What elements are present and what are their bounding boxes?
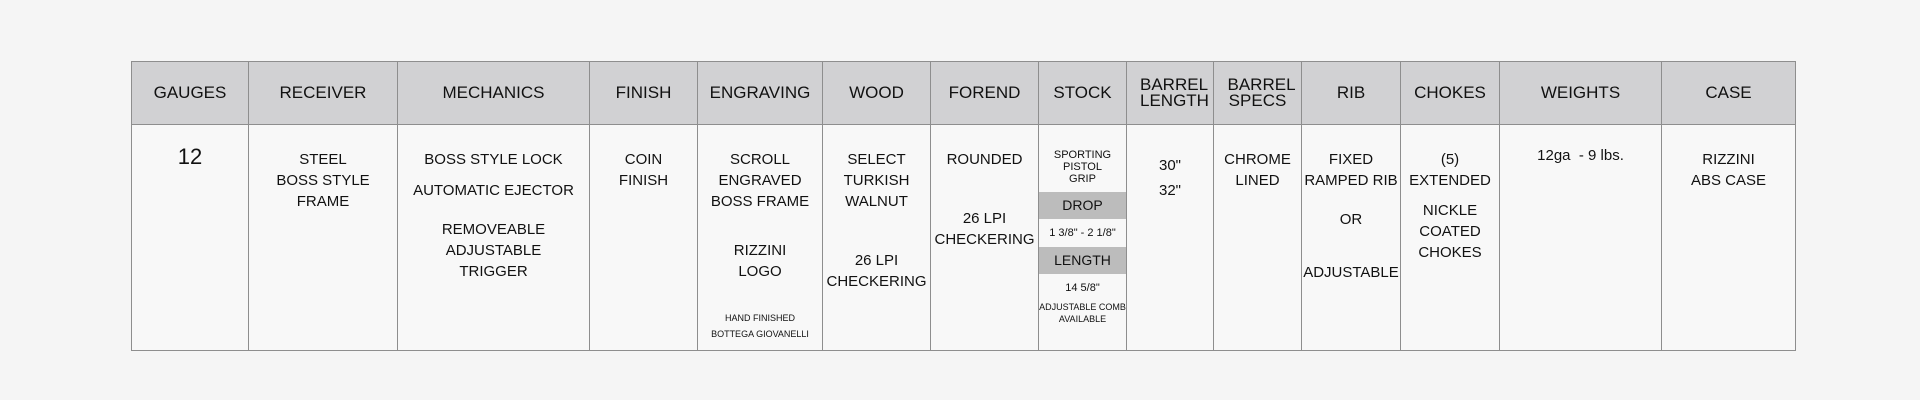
barrel-length-2: 32" [1158, 182, 1181, 199]
engraving-logo-1: RIZZINI [733, 242, 787, 259]
wood-checkering-1: 26 LPI [854, 252, 899, 269]
cell-engraving [698, 125, 823, 351]
receiver-material: STEEL [299, 151, 347, 168]
header-case: CASE [1662, 62, 1796, 125]
rib-fixed-1: FIXED [1328, 151, 1374, 168]
stock-drop-value: 1 3/8" - 2 1/8" [1049, 227, 1116, 239]
rib-fixed-2: RAMPED RIB [1304, 172, 1398, 189]
cell-stock [1039, 125, 1127, 351]
gauge-value: 12 [177, 144, 203, 169]
receiver-frame: BOSS STYLE FRAME [276, 172, 370, 210]
header-gauges: GAUGES [132, 62, 249, 125]
rib-or: OR [1339, 211, 1363, 228]
cell-case [1662, 125, 1796, 351]
engraving-style-2: ENGRAVED [718, 172, 802, 189]
cell-wood [823, 125, 931, 351]
wood-type-3: WALNUT [845, 193, 908, 210]
forend-checkering-1: 26 LPI [962, 210, 1007, 227]
rib-adjustable: ADJUSTABLE [1303, 264, 1399, 281]
header-forend: FOREND [931, 62, 1039, 125]
cell-finish [590, 125, 698, 351]
chokes-extended: (5) EXTENDED [1409, 151, 1491, 189]
case-brand: RIZZINI [1702, 151, 1755, 168]
chokes-coated-2: COATED [1419, 223, 1481, 240]
engraving-credit-1: HAND FINISHED [724, 313, 795, 323]
cell-forend [931, 125, 1039, 351]
header-weights: WEIGHTS [1500, 62, 1662, 125]
wood-type-2: TURKISH [843, 172, 910, 189]
barrel-specs-1: CHROME [1224, 151, 1291, 168]
stock-length-label: LENGTH [1039, 247, 1126, 274]
header-finish: FINISH [590, 62, 698, 125]
header-stock: STOCK [1039, 62, 1127, 125]
cell-barrel-length [1127, 125, 1214, 351]
cell-weights [1500, 125, 1662, 351]
barrel-specs-2: LINED [1235, 172, 1280, 189]
mechanics-trigger-1: REMOVEABLE [441, 221, 546, 238]
cell-rib [1302, 125, 1401, 351]
header-wood: WOOD [823, 62, 931, 125]
header-receiver: RECEIVER [249, 62, 398, 125]
spec-table [131, 61, 1796, 351]
header-chokes: CHOKES [1401, 62, 1500, 125]
chokes-coated-3: CHOKES [1418, 244, 1482, 261]
case-type: ABS CASE [1690, 172, 1767, 189]
header-barrel-length-text: BARREL LENGTH [1140, 75, 1209, 110]
stock-grip-1: SPORTING [1053, 149, 1112, 161]
stock-note-2: AVAILABLE [1058, 314, 1107, 324]
header-engraving: ENGRAVING [698, 62, 823, 125]
engraving-credit-2: BOTTEGA GIOVANELLI [711, 329, 809, 339]
forend-shape: ROUNDED [946, 151, 1023, 168]
wood-checkering-2: CHECKERING [826, 273, 927, 290]
stock-grip-2: PISTOL [1063, 161, 1102, 173]
header-mechanics: MECHANICS [398, 62, 590, 125]
spec-row [132, 125, 1796, 351]
stock-note-1: ADJUSTABLE COMB [1039, 302, 1126, 312]
mechanics-trigger-2: ADJUSTABLE [445, 242, 542, 259]
mechanics-lock: BOSS STYLE LOCK [424, 151, 563, 168]
barrel-length-1: 30" [1158, 157, 1181, 174]
weights-value: 12ga - 9 lbs. [1537, 147, 1624, 164]
stock-length-value: 14 5/8" [1065, 282, 1100, 294]
header-barrel-length [1127, 62, 1214, 125]
mechanics-ejector: AUTOMATIC EJECTOR [413, 182, 574, 199]
chokes-coated-1: NICKLE [1422, 202, 1478, 219]
header-barrel-specs [1214, 62, 1302, 125]
mechanics-trigger-3: TRIGGER [459, 263, 528, 280]
stock-grip-3: GRIP [1069, 173, 1096, 185]
cell-receiver [249, 125, 398, 351]
stock-drop-label: DROP [1039, 192, 1126, 219]
forend-checkering-2: CHECKERING [934, 231, 1035, 248]
wood-type-1: SELECT [847, 151, 906, 168]
engraving-style-3: BOSS FRAME [710, 193, 810, 210]
cell-mechanics [398, 125, 590, 351]
cell-gauges [132, 125, 249, 351]
cell-barrel-specs [1214, 125, 1302, 351]
cell-chokes [1401, 125, 1500, 351]
finish-line-2: FINISH [618, 172, 669, 189]
engraving-logo-2: LOGO [738, 263, 782, 280]
header-rib: RIB [1302, 62, 1401, 125]
engraving-style-1: SCROLL [729, 151, 791, 168]
header-barrel-specs-text: BARREL SPECS [1227, 75, 1296, 110]
finish-line-1: COIN [624, 151, 663, 168]
header-row [132, 62, 1796, 125]
